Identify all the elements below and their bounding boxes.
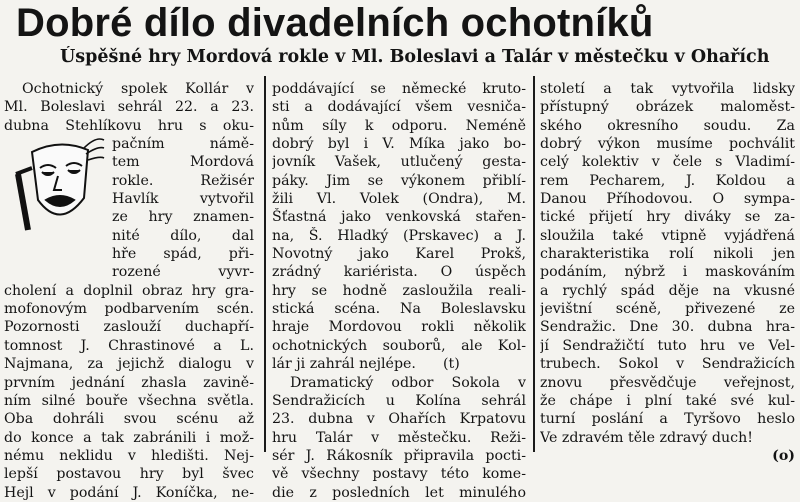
text-line: sti a dodávající všem vesniča- [272,99,526,116]
text-line: Ve zdravém těle zdravý duch! [540,429,753,446]
text-line: sloužila také vtipně vyjádřená [540,227,795,244]
text-line: přístupný obrázek maloměst- [540,99,795,116]
text-line: a rychlý spád děje na vkusné [540,282,795,299]
text-line: turní poslání a Tyršovo heslo [540,411,795,428]
text-line: prvním jednání zhasla zavině- [4,374,254,391]
text-line: pačním námě- [112,136,254,153]
text-line: jevištní scéně, přivezené ze [540,301,795,318]
text-line: podáním, nýbrž i maskováním [540,264,795,281]
text-line: Danou Příhodovou. O sympa- [540,191,795,208]
text-line: nému neklidu v hledišti. Nej- [4,447,254,464]
text-line: Ml. Boleslavi sehrál 22. a 23. [4,99,254,116]
text-line: nité dílo, dal [112,227,254,244]
column-rule [264,76,266,452]
text-line: mofonovým podbarvením scén. [4,301,254,318]
text-line: Najmana, za jejichž dialogu v [4,356,254,373]
article-column-2 [272,80,526,502]
text-line: Dramatický odbor Sokola v [290,374,526,391]
text-line: Oba dohráli svou scénu až [4,411,254,428]
text-line: ského okresního soudu. Za [540,117,795,134]
text-line: Šťastná jako venkovská stařen- [272,209,526,226]
text-line: století a tak vytvořila lidsky [540,81,795,97]
text-line: že chápe i plní také své kul- [540,392,795,409]
article-column-3 [540,80,795,465]
text-line: hře spád, při- [112,246,254,263]
text-line: stická scéna. Na Boleslavsku [272,301,526,318]
text-line: tem Mordová [112,154,254,171]
text-line: jovník Vašek, utlučený gesta- [272,154,526,171]
text-line: do konce a tak zabránili i mož- [4,429,254,446]
text-line: hraje Mordovou rokli několik [272,319,526,336]
text-line: ním silné bouře všechna světla. [4,392,254,409]
text-line: páky. Jim se výkonem přiblí- [272,172,526,189]
text-line: poddávající se německé kruto- [272,81,526,97]
text-line: ze hry znamen- [112,209,254,226]
text-line: Sendražicích u Kolína sehrál [272,392,526,409]
text-line: nům síly k odporu. Neméně [272,117,526,134]
headline: Dobré dílo divadelních ochotníků [16,1,654,45]
text-line: Novotný jako Karel Prokš, [272,246,526,263]
text-line: hry se hodně zasloužila reali- [272,282,526,299]
text-line: jí Sendražičtí tuto hru ve Vel- [540,337,795,354]
text-line: cholení a doplnil obraz hry gra- [4,282,254,299]
text-line: lepší postavou hry byl švec [4,466,254,483]
text-line: tomnost J. Chrastinové a L. [4,337,254,354]
text-line: 23. dubna v Ohařích Krpatovu [272,411,526,428]
column-rule [533,76,535,452]
text-line: charakteristika rolí nikoli jen [540,246,795,263]
text-line: ochotnických souborů, ale Kol- [272,337,526,354]
text-line: dubna Stehlíkovu hru s oku- [4,117,254,134]
text-line: Hejl v podání J. Koníčka, ne- [4,484,254,501]
text-line: hru Talár v městečku. Reži- [272,429,526,446]
text-line: dobrý byl i V. Míka jako bo- [272,136,526,153]
text-line: Sendražic. Dne 30. dubna hra- [540,319,795,336]
text-line: Ochotnický spolek Kollár v [22,81,254,97]
text-line: tické přijetí hry diváky se za- [540,209,795,226]
text-line: Havlík vytvořil [112,191,254,208]
text-line: rokle. Režisér [112,172,254,189]
text-line: sér J. Rákosník připravila pocti- [272,447,526,464]
text-line: trubech. Sokol v Sendražicích [540,356,795,373]
text-line: Pozornosti zaslouží duchapří- [4,319,254,336]
text-line: zrádný kariérista. O úspěch [272,264,526,281]
theatre-mask-icon [14,134,106,234]
text-line: rozené vyvr- [112,264,254,281]
text-line: (o) [772,447,795,464]
text-line: rem Pecharem, J. Koldou a [540,172,795,189]
text-line: znovu přesvědčuje veřejnost, [540,374,795,391]
text-line: žili Vl. Volek (Ondra), M. [272,191,526,208]
text-line: lár ji zahrál nejlépe. (t) [272,356,460,373]
subtitle: Úspěšné hry Mordová rokle v Ml. Boleslavi a Talár v městečku v Ohařích [60,47,770,67]
text-line: vě všechny postavy této kome- [272,466,526,483]
text-line: celý kolektiv v čele s Vladimí- [540,154,795,171]
text-line: na, Š. Hladký (Prskavec) a J. [272,227,526,244]
text-line: dobrý výkon musíme pochválit [540,136,795,153]
text-line: die z posledních let minulého [272,484,526,501]
